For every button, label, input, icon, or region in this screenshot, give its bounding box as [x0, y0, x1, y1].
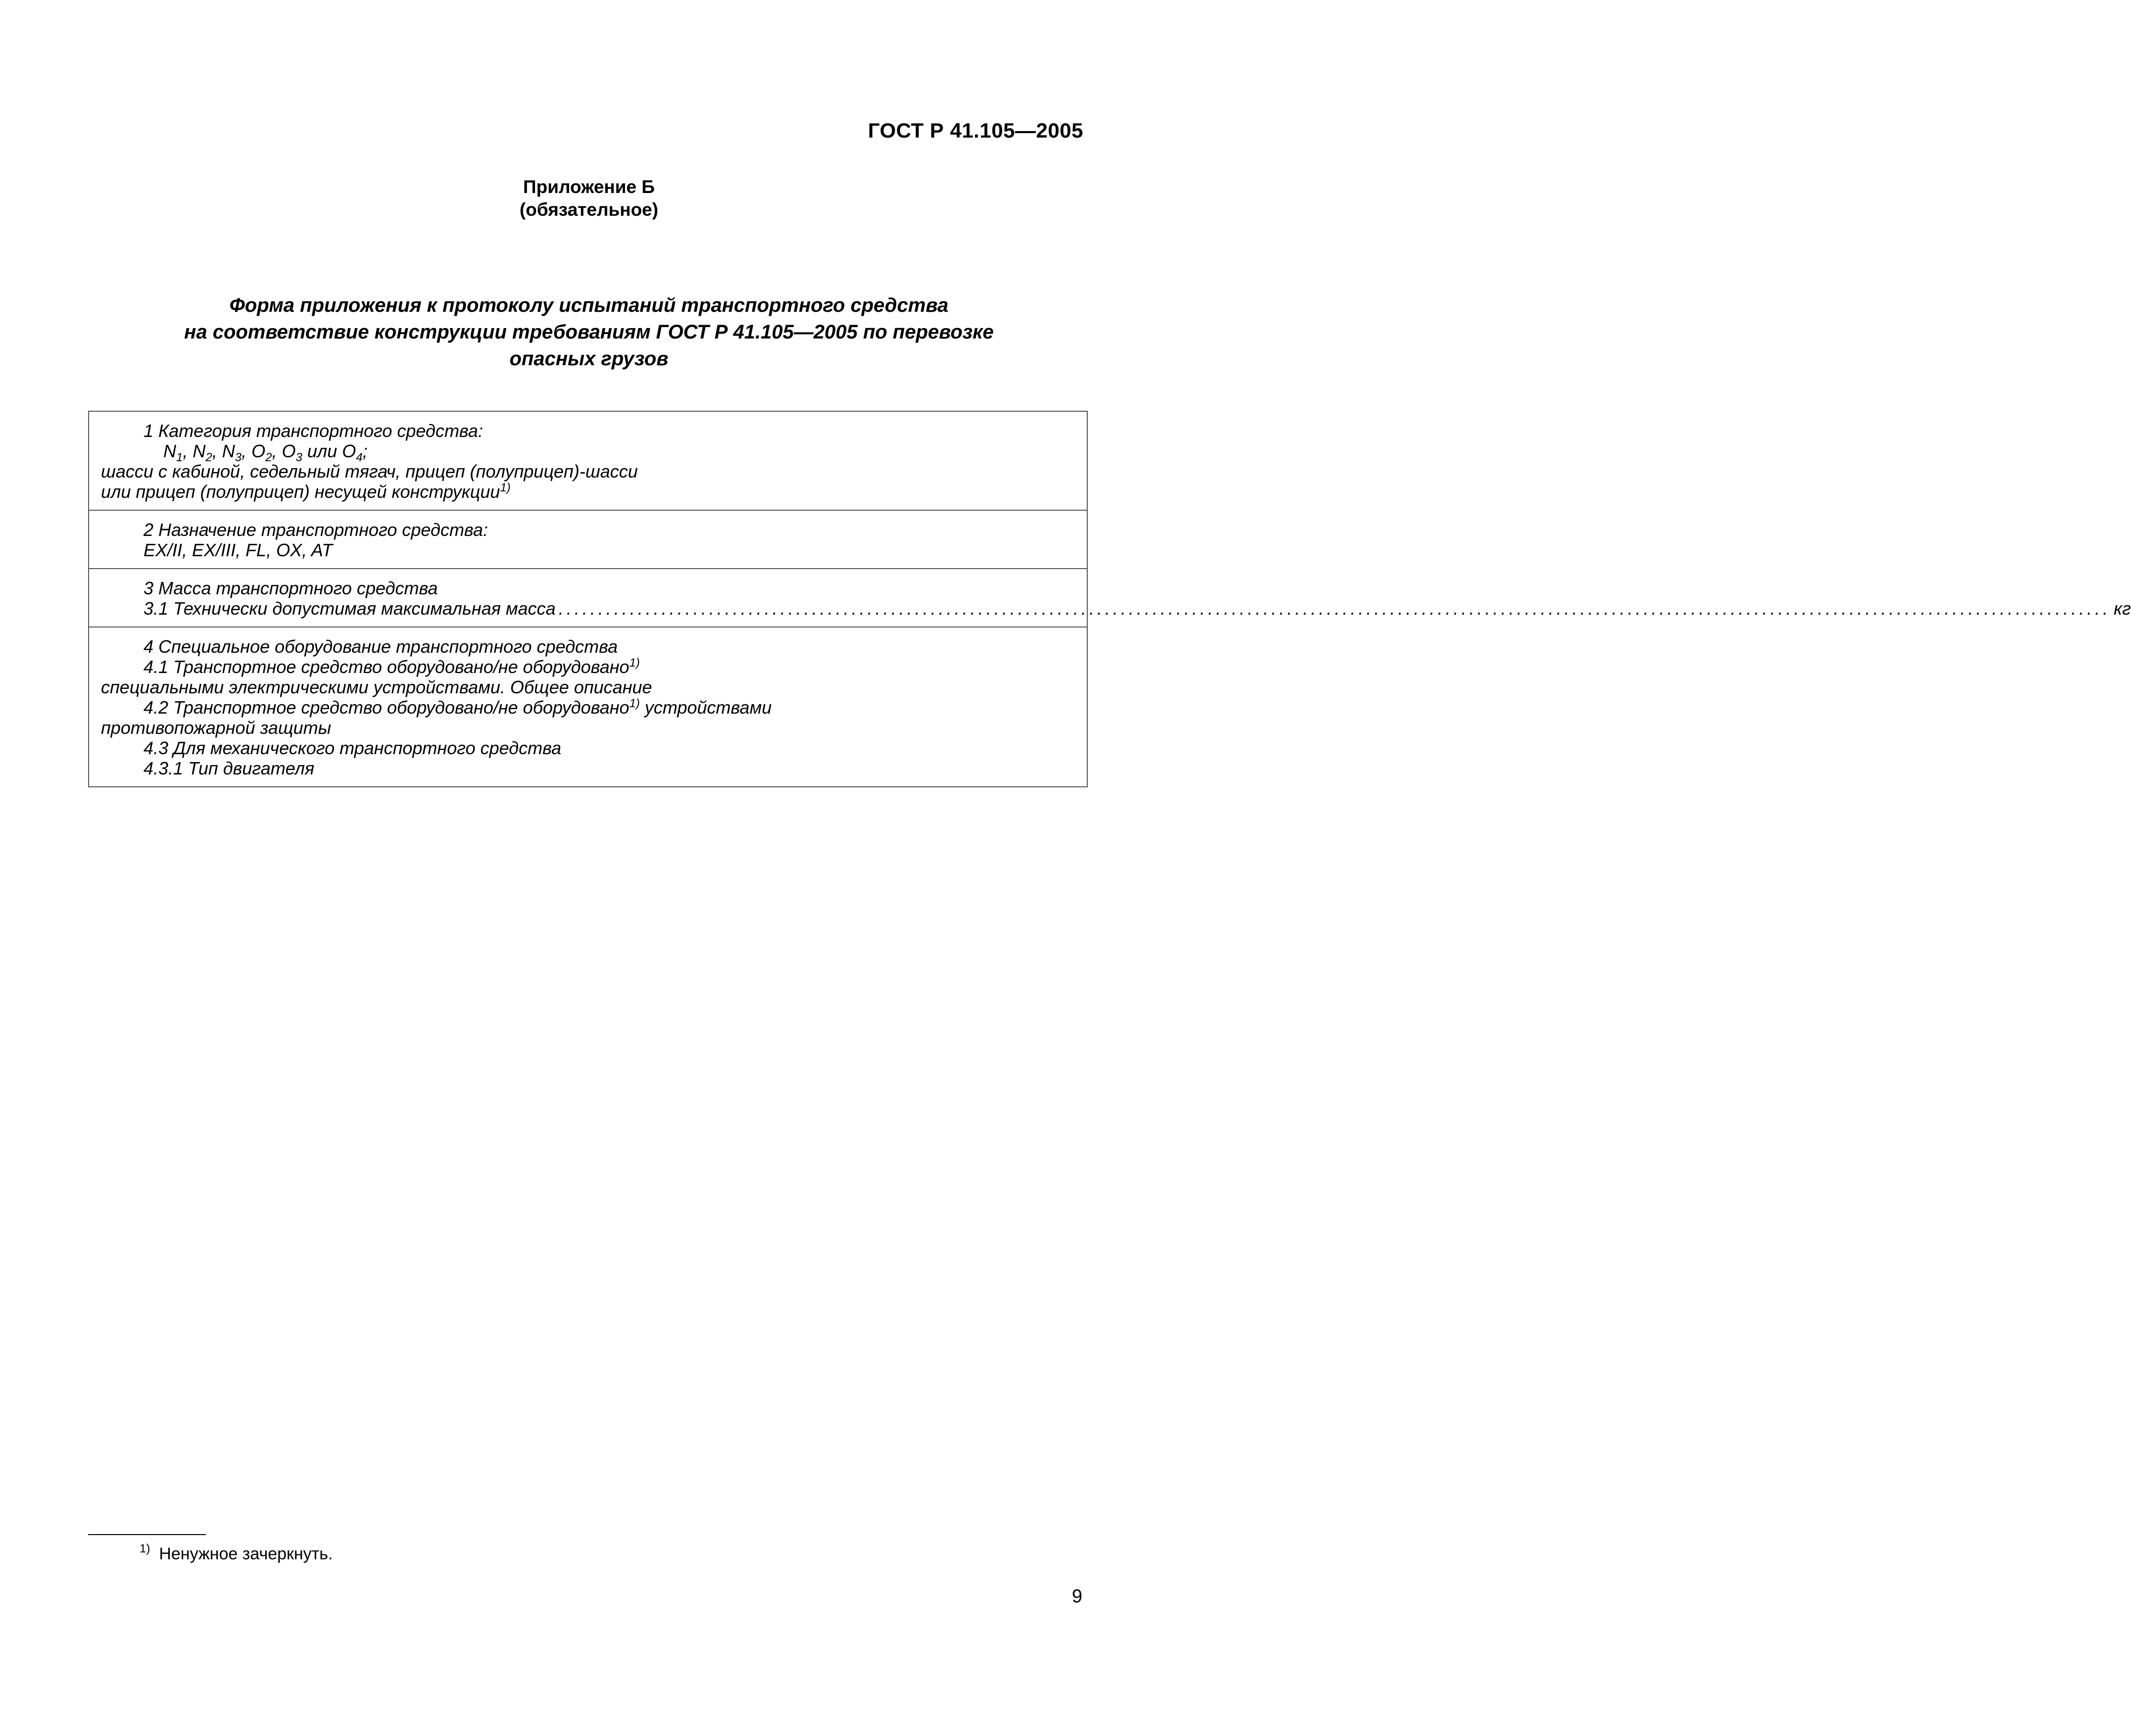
cat-n1: N	[163, 441, 176, 461]
cat-n2-sub: 2	[205, 451, 212, 465]
cat-o2: O	[251, 441, 266, 461]
document-code: ГОСТ Р 41.105—2005	[868, 119, 1083, 142]
equipment-item-4-1-cont: специальными электрическими устройствами. Общее описание	[101, 677, 652, 697]
item-4-2-text: 4.2 Транспортное средство оборудовано/не оборудовано	[144, 697, 630, 718]
equipment-item-4-1	[101, 657, 1075, 677]
cat-n3-sub: 3	[235, 451, 242, 465]
equipment-heading: 4 Специальное оборудование транспортного средства	[144, 636, 618, 657]
annex-heading	[0, 176, 1178, 221]
table-row-category	[89, 412, 1087, 510]
cat-n1-sub: 1	[176, 451, 183, 465]
mass-item-label: 3.1 Технически допустимая максимальная масса	[144, 598, 556, 619]
annex-status: (обязательное)	[519, 199, 659, 220]
category-list: $N_1$, $N_2$, $N_3$, $O_2$, $O_3$ или $O_4$;	[163, 441, 368, 465]
footnote-ref: 1)	[629, 697, 640, 710]
category-heading: 1 Категория транспортного средства:	[144, 421, 483, 441]
item-4-1-text: 4.1 Транспортное средство оборудовано/не оборудовано	[144, 657, 630, 677]
form-title-line-2: на соответствие конструкции требованиям ГОСТ Р 41.105—2005 по перевозке	[184, 321, 994, 343]
footnote-ref: 1)	[500, 481, 511, 494]
page-number: 9	[1071, 1586, 1082, 1607]
cat-o2-sub: 2	[265, 451, 272, 465]
form-title-line-1: Форма приложения к протоколу испытаний транспортного средства	[229, 294, 949, 316]
item-4-2-text-2: устройствами	[639, 697, 772, 718]
purpose-heading: 2 Назначение транспортного средства:	[144, 520, 488, 540]
form-title	[0, 292, 1178, 372]
form-table	[88, 411, 2131, 787]
cat-or: или	[307, 441, 338, 461]
table-row-equipment	[89, 627, 1087, 786]
footnote-divider	[88, 1534, 206, 1535]
footnote-ref: 1)	[629, 656, 640, 670]
cat-o3: O	[282, 441, 296, 461]
category-line-4	[101, 482, 1075, 502]
equipment-item-4-3: 4.3 Для механического транспортного средства	[144, 738, 562, 758]
cat-o4-sub: 4	[356, 451, 363, 465]
equipment-item-4-2	[101, 697, 1075, 718]
purpose-values: EX/II, EX/III, FL, OX, AT	[144, 540, 333, 560]
cat-o3-sub: 3	[295, 451, 302, 465]
cat-o4: O	[342, 441, 356, 461]
mass-unit: кг	[2114, 598, 2131, 619]
mass-heading: 3 Масса транспортного средства	[144, 578, 438, 598]
table-row-purpose	[89, 510, 1087, 568]
annex-title: Приложение Б	[523, 177, 655, 197]
form-title-line-3: опасных грузов	[509, 348, 669, 370]
cat-n2: N	[193, 441, 206, 461]
footnote-mark: 1)	[140, 1542, 150, 1555]
equipment-item-4-2-cont: противопожарной защиты	[101, 718, 332, 738]
category-line-3: шасси с кабиной, седельный тягач, прицеп (полуприцеп)-шасси	[101, 461, 638, 482]
equipment-item-4-3-1: 4.3.1 Тип двигателя	[144, 758, 315, 778]
table-row-mass	[89, 568, 2131, 627]
footnote-text: Ненужное зачеркнуть.	[159, 1544, 333, 1563]
category-line-4-text: или прицеп (полуприцеп) несущей конструкции	[101, 482, 500, 502]
fill-dots: ....................................................................................................................................................................................................	[558, 598, 2111, 619]
footnote	[140, 1544, 333, 1564]
cat-n3: N	[222, 441, 235, 461]
mass-item	[101, 598, 2131, 619]
